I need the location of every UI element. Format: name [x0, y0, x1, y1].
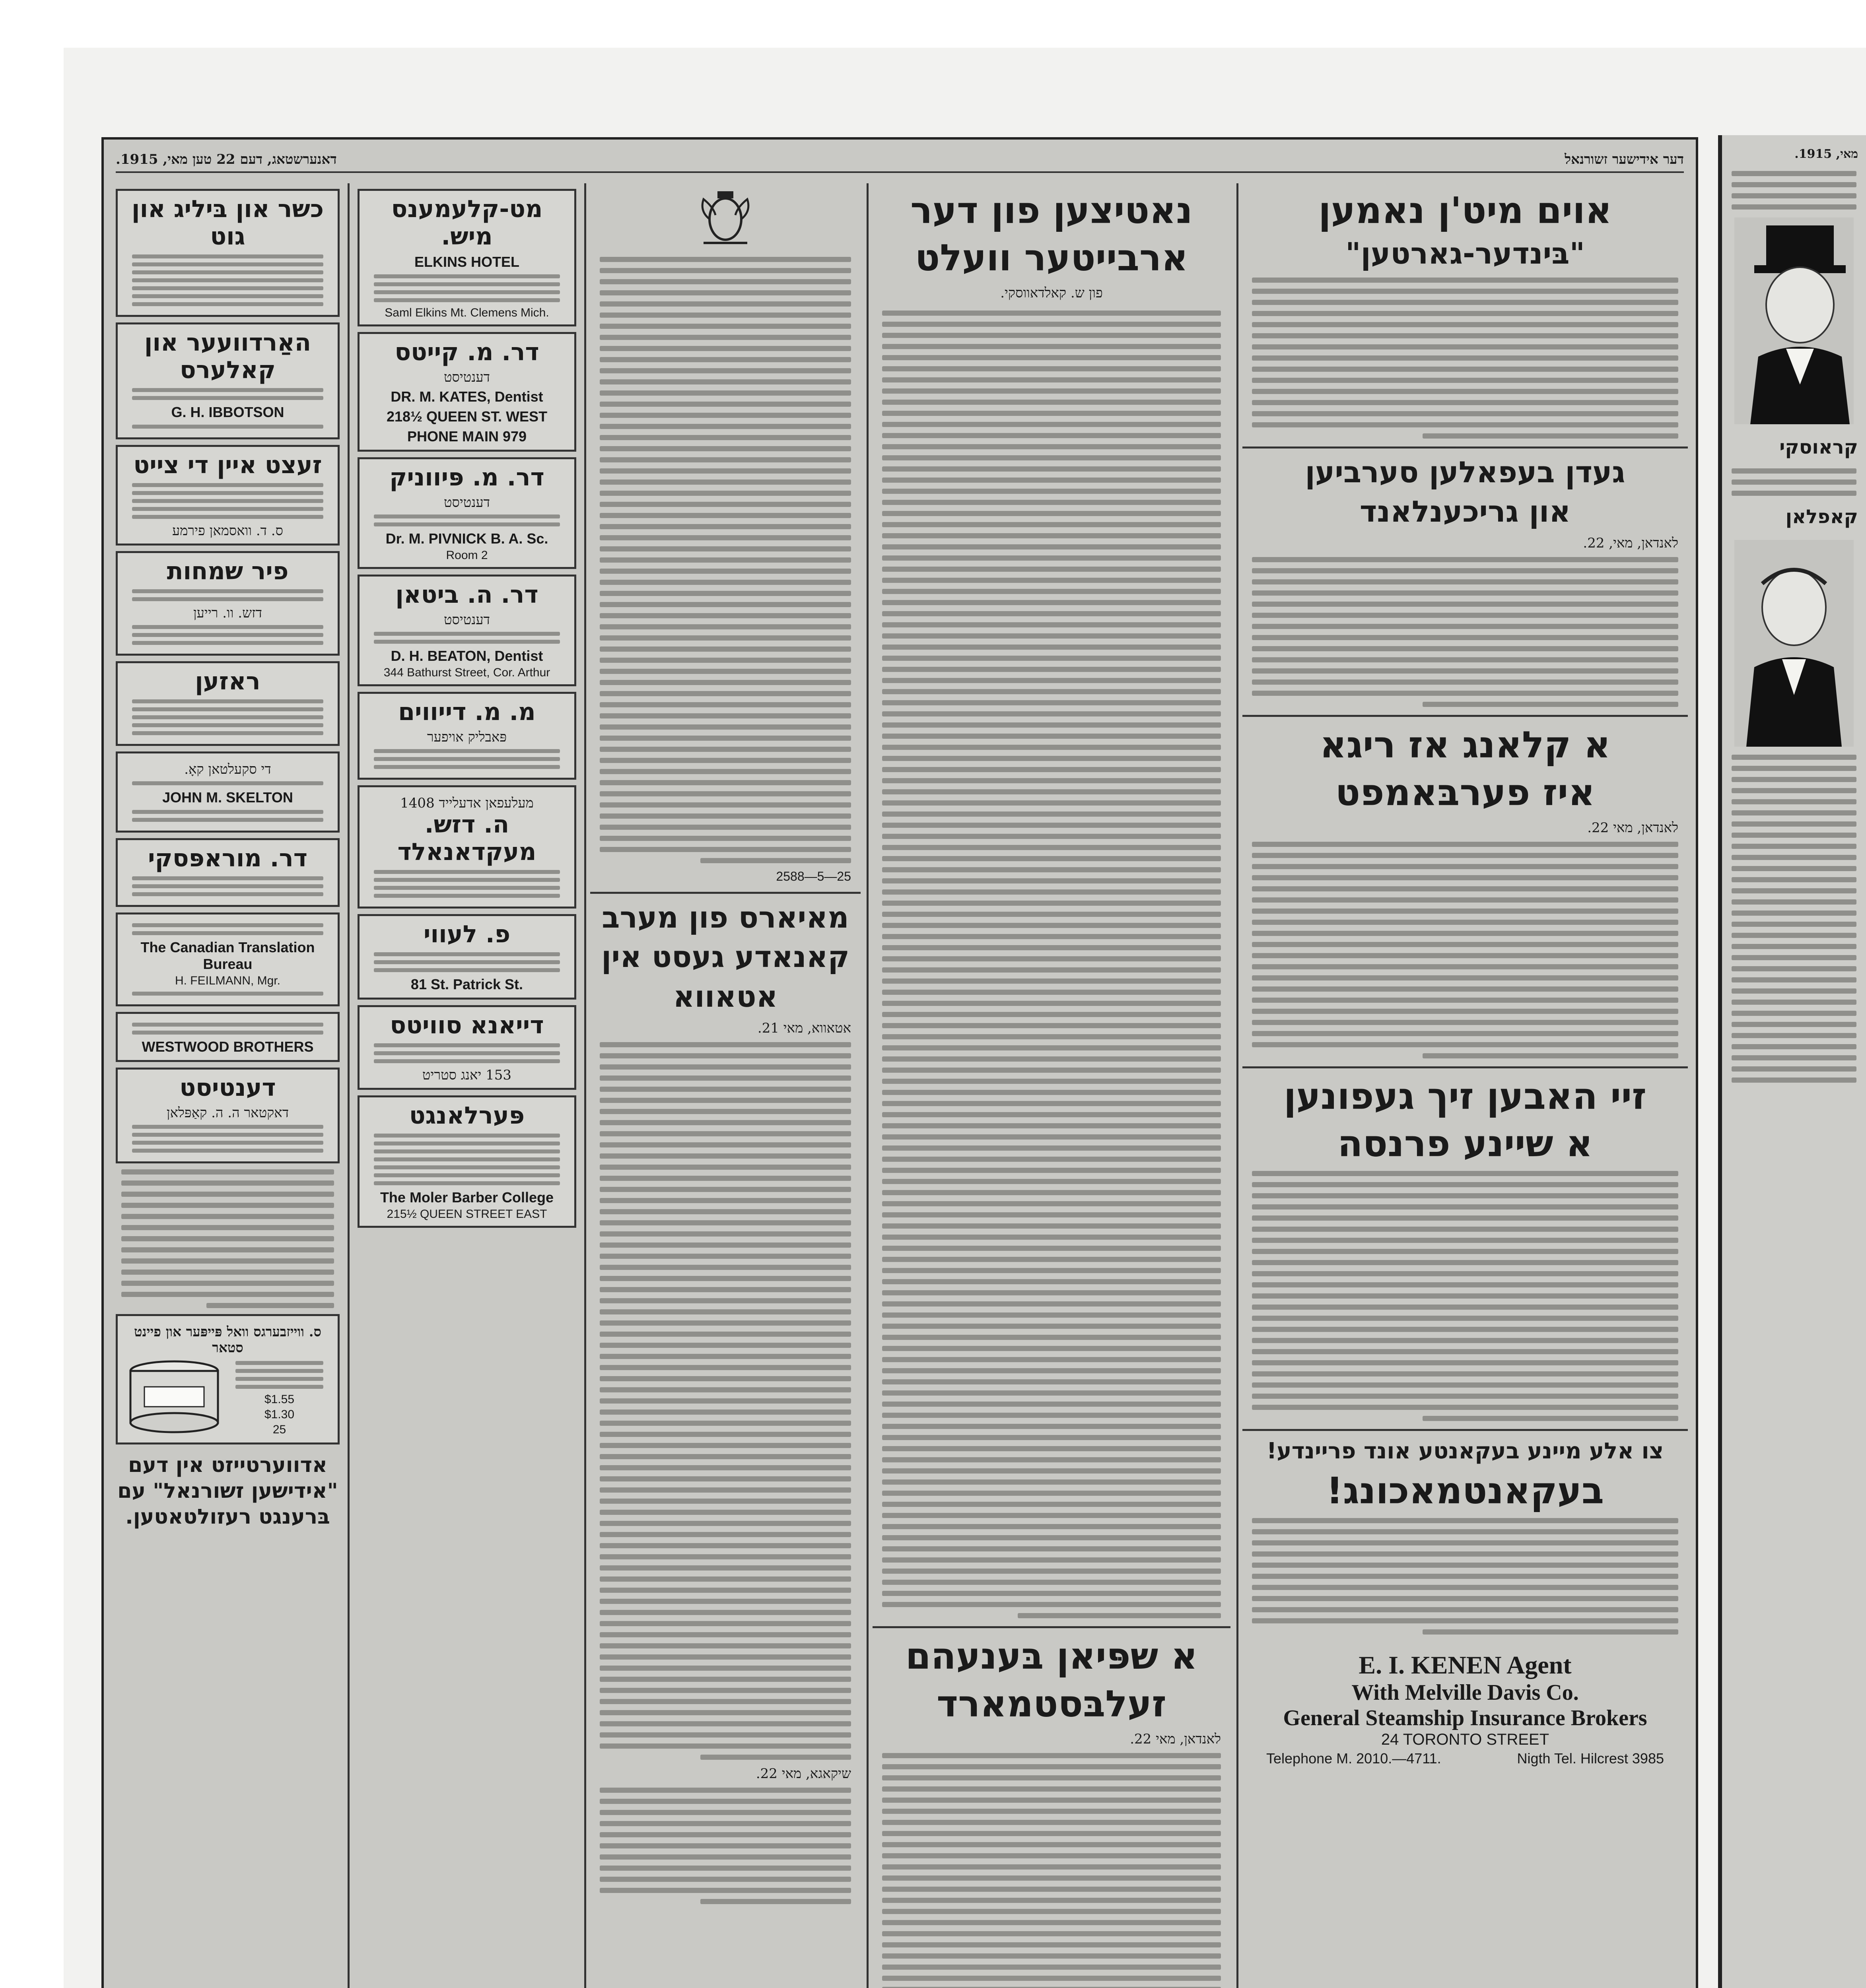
adjacent-page-date: מאי, 1915.: [1794, 147, 1858, 161]
article-body: [600, 1788, 851, 1904]
headline-serbia-sub: און גריכענלאנד: [1359, 494, 1571, 529]
headline-mayors-sub: קאנאדע געסט אין: [601, 940, 850, 975]
section-divider: [1242, 1066, 1688, 1068]
ad-title: ה. דזש. מעקדאנאלד: [397, 811, 536, 866]
adjacent-page: [1718, 135, 1866, 1988]
ad-moler-barber: [358, 1095, 576, 1228]
advertise-banner: אדווערטייזט אין דעם "אידישען זשורנאל" עם בּרענגט רעזולטאטען.: [117, 1453, 338, 1529]
section-divider: [1242, 715, 1688, 717]
dateline: לאנדאן, מאי 22.: [1587, 819, 1678, 836]
ad-english-manager: H. FEILMANN, Mgr.: [175, 974, 281, 987]
ad-english-address: Saml Elkins Mt. Clemens Mich.: [385, 306, 549, 319]
ad-westwood: [116, 1012, 340, 1062]
notice-body: [121, 1169, 334, 1308]
section-divider: [1242, 447, 1688, 448]
running-head-date: דאנערשטאג, דעם 22 טען מאי, 1915.: [116, 151, 337, 167]
ad-dentist-kaplan: [116, 1068, 340, 1163]
ad-english-name: The Moler Barber College: [380, 1189, 554, 1206]
portrait-image: [1734, 217, 1854, 424]
ad-title: ס. ווייזבערגס וואל פּייפּער און פיינט סטאר: [134, 1324, 321, 1356]
agent-business: General Steamship Insurance Brokers: [1283, 1705, 1647, 1730]
ad-kosher: [116, 189, 340, 317]
ad-subtitle: דזש. וו. רייען: [193, 605, 262, 621]
ad-title: מט-קלעמענס מיש.: [391, 195, 543, 250]
ad-title: כשר און בּיליג און גוט: [131, 195, 324, 250]
ad-english-name: G. H. IBBOTSON: [171, 404, 284, 420]
ad-davis: [358, 692, 576, 780]
column-news: [1242, 183, 1688, 1988]
ad-english-address: 344 Bathurst Street, Cor. Arthur: [383, 666, 550, 679]
ad-wallpaper: [116, 1314, 340, 1444]
agent-telephone: Telephone M. 2010.—4711.: [1266, 1750, 1441, 1767]
adjacent-page-heading: קאפלאן: [1785, 506, 1858, 528]
column-ads-left: [112, 183, 344, 1988]
ad-english-name: WESTWOOD BROTHERS: [142, 1039, 314, 1055]
headline-workers-sub: ארבייטער וועלט: [915, 237, 1188, 280]
price: $1.30: [264, 1408, 295, 1421]
headline-mayors-city: אטאווא: [673, 979, 778, 1014]
ad-subtitle: דאקטאר ה. ה. קאַפּלאן: [166, 1105, 289, 1121]
ad-celebrations: [116, 551, 340, 656]
headline-notice: צו אלע מיינע בעקאנטע אונד פריינדע!: [1266, 1438, 1664, 1464]
headline-riga: א קלאנג אז ריגא: [1320, 724, 1611, 767]
ad-title: דר. מ. קייטס: [395, 338, 539, 366]
ad-title: די סקעלטאן קאָ.: [184, 761, 271, 777]
adjacent-page-text: [1732, 468, 1856, 496]
ad-subtitle: דענטיסט: [444, 612, 490, 628]
editorial-body: [600, 257, 851, 863]
agent-company: With Melville Davis Co.: [1351, 1680, 1579, 1705]
headline-serbia: געדן בעפאלען סערביען: [1305, 455, 1625, 489]
ad-title: האַרדוועער און קאלערס: [144, 329, 311, 384]
adjacent-page-text: [1732, 755, 1856, 1083]
ad-title: פּערלאנגט: [409, 1102, 525, 1130]
ad-title: מ. מ. דייווים: [398, 698, 536, 726]
coat-of-arms-icon: [692, 187, 759, 251]
ad-title: ראזען: [195, 668, 260, 695]
running-head: [116, 148, 1684, 173]
order-reference: 2588—5—25: [776, 869, 851, 883]
dateline: אטאווא, מאי 21.: [757, 1020, 851, 1037]
ad-address: 153 יאנג סטריט: [422, 1067, 512, 1083]
column-rule: [867, 183, 869, 1988]
headline-garten: אוים מיט'ן נאמען: [1318, 189, 1612, 232]
ad-title: דר. ה. ביטאן: [395, 581, 538, 609]
headline-riga-sub: איז פערבּאמפט: [1335, 771, 1595, 814]
column-rule: [348, 183, 350, 1988]
ad-subtitle: ס. ד. וואסמאן פירמע: [172, 523, 283, 539]
article-body: [1252, 1518, 1678, 1635]
paint-can-icon: [122, 1359, 226, 1435]
ad-elkins-hotel: [358, 189, 576, 326]
dateline: שיקאגא, מאי 22.: [756, 1766, 851, 1782]
price: 25: [272, 1423, 286, 1436]
adjacent-page-text: [1732, 171, 1856, 210]
ad-english-name: The Canadian Translation Bureau: [140, 939, 315, 972]
ad-levy: [358, 914, 576, 1000]
ad-translation-bureau: [116, 912, 340, 1006]
byline: פון ש. קאלדאווסקי.: [1000, 285, 1103, 301]
dateline: לאנדאן, מאי 22.: [1130, 1731, 1221, 1747]
section-divider: [1242, 1429, 1688, 1431]
article-body: [882, 311, 1221, 1618]
agent-phones: [1266, 1750, 1664, 1767]
section-divider: [873, 1626, 1230, 1628]
ad-phone: מעלעפאן אדעלייד 1408: [400, 795, 534, 811]
ad-dr-kates: [358, 332, 576, 452]
portrait-image: [1734, 540, 1854, 747]
ad-subtitle: פּאבליק אויפער: [427, 729, 507, 745]
column-article: [873, 183, 1230, 1988]
ad-english-room: Room 2: [446, 549, 488, 562]
headline-parnose-sub: א שיינע פרנסה: [1337, 1122, 1593, 1165]
scanner-margin-top: [0, 0, 1866, 48]
ad-english-name: Dr. M. PIVNICK B. A. Sc.: [385, 530, 548, 547]
ad-english-address: 81 St. Patrick St.: [410, 976, 523, 992]
headline-spy: א שפּיאן בּענעהם: [905, 1635, 1198, 1678]
ad-title: פ. לעווי: [423, 920, 511, 948]
agent-name: E. I. KENEN Agent: [1359, 1650, 1572, 1679]
article-body: [1252, 842, 1678, 1058]
ad-english-address: 218½ QUEEN ST. WEST: [386, 408, 548, 425]
ad-english-name: DR. M. KATES, Dentist: [391, 388, 543, 405]
ad-english-name: ELKINS HOTEL: [414, 254, 519, 270]
ad-english-address: 215½ QUEEN STREET EAST: [387, 1208, 547, 1221]
column-rule: [584, 183, 586, 1988]
running-head-title: דער אידישער זשורנאל: [1565, 151, 1684, 167]
column-editorial: [590, 183, 861, 1988]
column-rule: [1236, 183, 1238, 1988]
ad-hardware: [116, 322, 340, 439]
ad-english-name: JOHN M. SKELTON: [162, 789, 293, 806]
price: $1.55: [264, 1393, 295, 1406]
dateline: לאנדאן, מאי, 22.: [1583, 535, 1678, 551]
ad-rosen: [116, 661, 340, 746]
article-body: [600, 1042, 851, 1760]
ad-title: דר. מוראפּסקי: [148, 845, 307, 872]
headline-garten-sub: "בּינדער-גארטען": [1345, 237, 1585, 271]
ad-dr-murapski: [116, 838, 340, 907]
column-ads-middle: [354, 183, 580, 1988]
agent-night-telephone: Nigth Tel. Hilcrest 3985: [1517, 1750, 1664, 1767]
adjacent-page-heading: קראוסקי: [1779, 436, 1858, 458]
ad-diana-sweets: [358, 1005, 576, 1090]
ad-english-name: D. H. BEATON, Dentist: [391, 648, 543, 664]
ad-subtitle: דענטיסט: [444, 369, 490, 385]
ad-skelton: [116, 751, 340, 833]
ad-dr-pivnick: [358, 457, 576, 569]
headline-mayors: מאיארס פון מערב: [602, 901, 849, 935]
ad-english-phone: PHONE MAIN 979: [407, 428, 527, 445]
article-body: [882, 1753, 1221, 1988]
headline-announcement: בעקאנטמאכונג!: [1326, 1469, 1604, 1512]
ad-title: זעצט איין די צייט: [133, 451, 322, 479]
ad-title: דייאנא סוויטס: [390, 1011, 544, 1039]
article-body: [1252, 278, 1678, 439]
ad-time: [116, 445, 340, 546]
headline-workers: נאטיצען פון דער: [910, 189, 1193, 232]
ad-title: פיר שמחות: [167, 557, 289, 585]
section-divider: [590, 892, 861, 894]
headline-spy-sub: זעלבּסטמארד: [937, 1682, 1166, 1725]
agent-ad: [1242, 1650, 1688, 1767]
ad-title: דענטיסט: [179, 1074, 276, 1102]
newspaper-page: [101, 137, 1698, 1988]
ad-title: דר. מ. פּיווניק: [389, 464, 544, 491]
agent-street: 24 TORONTO STREET: [1381, 1730, 1549, 1748]
article-body: [1252, 1171, 1678, 1421]
article-body: [1252, 557, 1678, 707]
ad-dr-beaton: [358, 575, 576, 686]
ad-macdonald: [358, 785, 576, 909]
scanner-margin-left: [0, 0, 64, 1988]
headline-parnose: זיי האבען זיך געפונען: [1283, 1075, 1647, 1118]
ad-subtitle: דענטיסט: [444, 495, 490, 511]
